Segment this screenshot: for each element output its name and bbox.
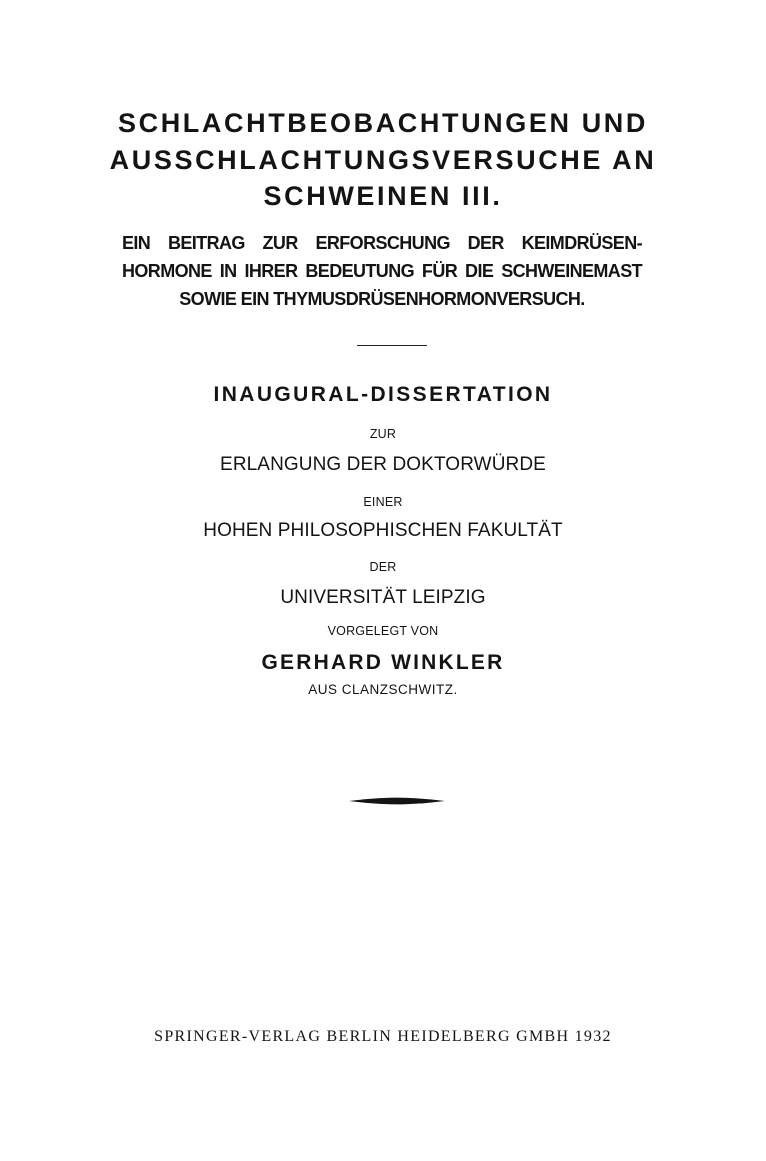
ornament-rule-icon [347, 796, 447, 806]
publisher-imprint: SPRINGER-VERLAG BERLIN HEIDELBERG GMBH 1932 [154, 1028, 612, 1045]
author-origin: AUS CLANZSCHWITZ. [308, 682, 458, 697]
dissertation-purpose: ERLANGUNG DER DOKTORWÜRDE [220, 454, 546, 475]
dissertation-zur: ZUR [369, 427, 397, 441]
main-title-line-1: SCHLACHTBEOBACHTUNGEN UND [118, 108, 648, 138]
main-title-line-3: SCHWEINEN III. [263, 181, 503, 211]
subtitle-line-2: HORMONE IN IHRER BEDEUTUNG FÜR DIE SCHWEINEMAST [122, 261, 642, 281]
main-title-line-2: AUSSCHLACHTUNGSVERSUCHE AN [109, 145, 657, 175]
dissertation-heading: INAUGURAL-DISSERTATION [213, 383, 553, 406]
subtitle-line-1: EIN BEITRAG ZUR ERFORSCHUNG DER KEIMDRÜSEN- [122, 233, 642, 253]
dissertation-presented-by: VORGELEGT VON [327, 624, 439, 638]
dissertation-faculty: HOHEN PHILOSOPHISCHEN FAKULTÄT [203, 520, 563, 541]
dissertation-university: UNIVERSITÄT LEIPZIG [280, 587, 486, 608]
divider-rule [357, 345, 427, 346]
dissertation-einer: EINER [363, 495, 403, 509]
author-name: GERHARD WINKLER [261, 651, 505, 674]
subtitle-line-3: SOWIE EIN THYMUSDRÜSENHORMONVERSUCH. [179, 289, 585, 309]
dissertation-der: DER [369, 560, 397, 574]
